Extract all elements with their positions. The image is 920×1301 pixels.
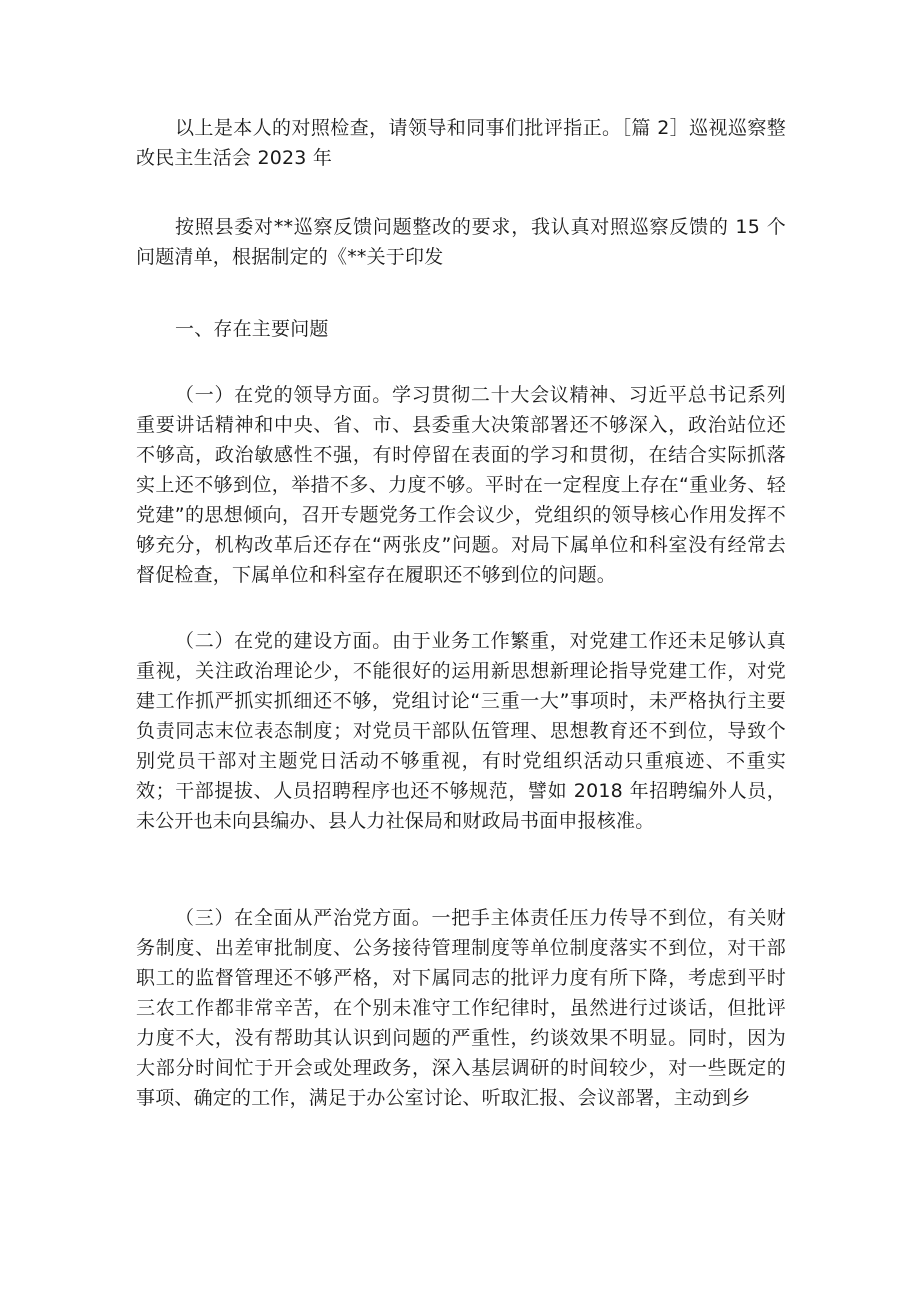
paragraph-strict-governance: （三）在全面从严治党方面。一把手主体责任压力传导不到位，有关财务制度、出差审批制度、公务接待管理制度等单位制度落实不到位，对干部职工的监督管理还不够严格，对下属同志的批评力度有所下降，考虑到平时三农工作都非常辛苦，在个别未准守工作纪律时，虽然进行过谈话，但批评力度不大，没有帮助其认识到问题的严重性，约谈效果不明显。同时，因为大部分时间忙于开会或处理政务，深入基层调研的时间较少，对一些既定的事项、确定的工作，满足于办公室讨论、听取汇报、会议部署，主动到乡 — [136, 907, 786, 1109]
paragraph-closing-and-title: 以上是本人的对照检查，请领导和同事们批评指正。［篇 2］巡视巡察整改民主生活会 2023 年 — [136, 117, 786, 169]
section-heading: 一、存在主要问题 — [175, 318, 329, 340]
paragraph-intro: 按照县委对**巡察反馈问题整改的要求，我认真对照巡察反馈的 15 个问题清单，根据制定的《**关于印发 — [136, 216, 786, 268]
paragraph-party-building: （二）在党的建设方面。由于业务工作繁重，对党建工作还未足够认真重视，关注政治理论少，不能很好的运用新思想新理论指导党建工作，对党建工作抓严抓实抓细还不够，党组讨论“三重一大”事项时，未严格执行主要负责同志末位表态制度；对党员干部队伍管理、思想教育还不到位，导致个别党员干部对主题党日活动不够重视，有时党组织活动只重痕迹、不重实效；干部提拔、人员招聘程序也还不够规范，譬如 2018 年招聘编外人员，未公开也未向县编办、县人力社保局和财政局书面申报核准。 — [136, 630, 786, 832]
paragraph-party-leadership: （一）在党的领导方面。学习贯彻二十大会议精神、习近平总书记系列重要讲话精神和中央、省、市、县委重大决策部署还不够深入，政治站位还不够高，政治敏感性不强，有时停留在表面的学习和贯彻，在结合实际抓落实上还不够到位，举措不多、力度不够。平时在一定程度上存在“重业务、轻党建”的思想倾向，召开专题党务工作会议少，党组织的领导核心作用发挥不够充分，机构改革后还存在“两张皮”问题。对局下属单位和科室没有经常去督促检查，下属单位和科室存在履职还不够到位的问题。 — [136, 384, 786, 586]
